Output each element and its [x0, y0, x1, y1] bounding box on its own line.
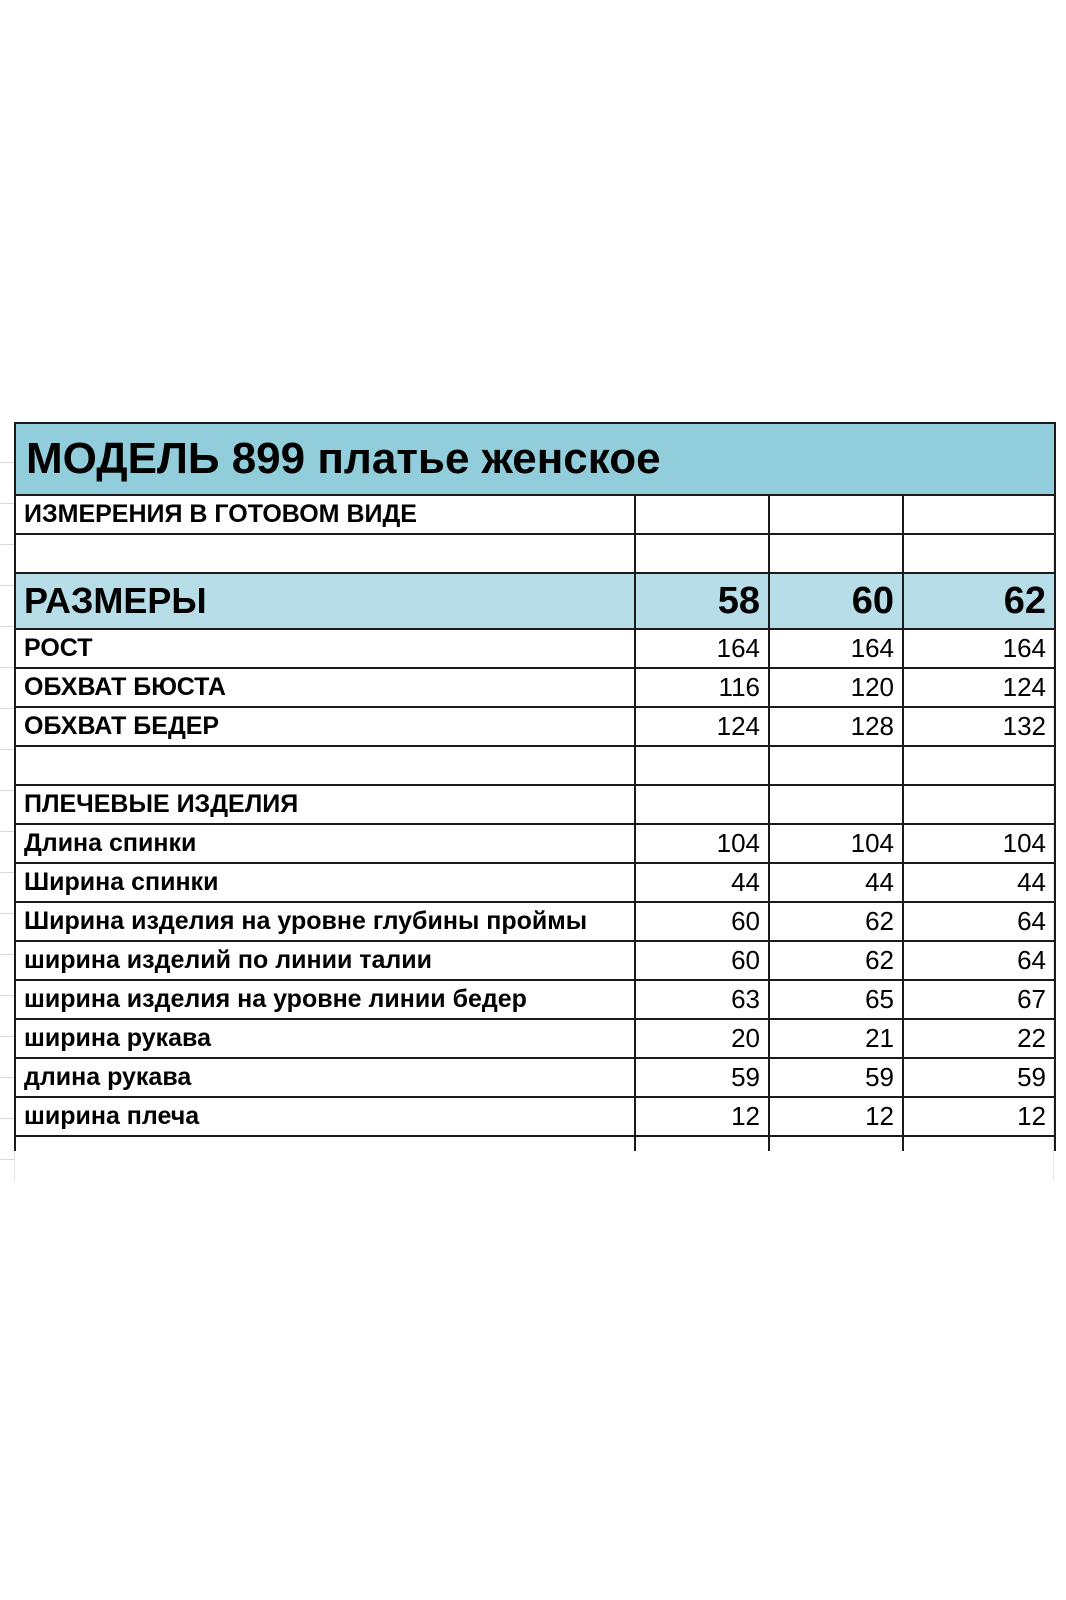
- row-value[interactable]: 120: [769, 668, 903, 707]
- row-value[interactable]: 64: [903, 902, 1055, 941]
- row-value[interactable]: 104: [903, 824, 1055, 863]
- sizes-label[interactable]: РАЗМЕРЫ: [15, 573, 635, 629]
- row-label[interactable]: длина рукава: [15, 1058, 635, 1097]
- size-chart-table: [14, 422, 1056, 1151]
- size-58[interactable]: 58: [635, 573, 769, 629]
- table-row: [15, 1019, 1055, 1058]
- row-value[interactable]: 44: [769, 863, 903, 902]
- table-row: [15, 941, 1055, 980]
- measurements-subtitle[interactable]: ИЗМЕРЕНИЯ В ГОТОВОМ ВИДЕ: [15, 495, 635, 534]
- row-value[interactable]: 59: [769, 1058, 903, 1097]
- empty-cell[interactable]: [769, 1136, 903, 1151]
- empty-cell[interactable]: [635, 1136, 769, 1151]
- title-row: [15, 423, 1055, 495]
- row-value[interactable]: 132: [903, 707, 1055, 746]
- row-label[interactable]: РОСТ: [15, 629, 635, 668]
- empty-cell[interactable]: [769, 746, 903, 785]
- row-value[interactable]: 62: [769, 941, 903, 980]
- row-value[interactable]: 12: [903, 1097, 1055, 1136]
- size-62[interactable]: 62: [903, 573, 1055, 629]
- empty-cell[interactable]: [635, 495, 769, 534]
- subtitle-row: [15, 495, 1055, 534]
- empty-cell[interactable]: [903, 534, 1055, 573]
- table-row: [15, 863, 1055, 902]
- cut-off-row: [15, 1136, 1055, 1151]
- table-row: [15, 629, 1055, 668]
- row-value[interactable]: 124: [903, 668, 1055, 707]
- empty-cell[interactable]: [15, 534, 635, 573]
- row-value[interactable]: 59: [635, 1058, 769, 1097]
- empty-cell[interactable]: [15, 746, 635, 785]
- row-label[interactable]: Ширина спинки: [15, 863, 635, 902]
- table-row: [15, 980, 1055, 1019]
- row-value[interactable]: 124: [635, 707, 769, 746]
- row-value[interactable]: 116: [635, 668, 769, 707]
- row-label[interactable]: ширина плеча: [15, 1097, 635, 1136]
- row-label[interactable]: ширина изделия на уровне линии бедер: [15, 980, 635, 1019]
- row-value[interactable]: 104: [635, 824, 769, 863]
- row-value[interactable]: 44: [903, 863, 1055, 902]
- row-value[interactable]: 12: [769, 1097, 903, 1136]
- row-value[interactable]: 21: [769, 1019, 903, 1058]
- table-row: [15, 668, 1055, 707]
- table-row: [15, 1097, 1055, 1136]
- empty-cell[interactable]: [635, 785, 769, 824]
- blank-row: [15, 746, 1055, 785]
- row-gridlines-left: [0, 422, 15, 1180]
- row-value[interactable]: 164: [635, 629, 769, 668]
- row-value[interactable]: 63: [635, 980, 769, 1019]
- row-label[interactable]: Длина спинки: [15, 824, 635, 863]
- row-value[interactable]: 12: [635, 1097, 769, 1136]
- row-value[interactable]: 64: [903, 941, 1055, 980]
- row-label[interactable]: ширина рукава: [15, 1019, 635, 1058]
- empty-cell[interactable]: [635, 534, 769, 573]
- empty-cell[interactable]: [903, 746, 1055, 785]
- row-value[interactable]: 128: [769, 707, 903, 746]
- table-row: [15, 707, 1055, 746]
- table-row: [15, 824, 1055, 863]
- row-value[interactable]: 67: [903, 980, 1055, 1019]
- model-title[interactable]: МОДЕЛЬ 899 платье женское: [15, 423, 1055, 495]
- row-value[interactable]: 22: [903, 1019, 1055, 1058]
- empty-cell[interactable]: [903, 495, 1055, 534]
- empty-cell[interactable]: [903, 785, 1055, 824]
- row-label[interactable]: Ширина изделия на уровне глубины проймы: [15, 902, 635, 941]
- row-label[interactable]: ширина изделий по линии талии: [15, 941, 635, 980]
- size-60[interactable]: 60: [769, 573, 903, 629]
- row-value[interactable]: 62: [769, 902, 903, 941]
- row-value[interactable]: 44: [635, 863, 769, 902]
- empty-cell[interactable]: [769, 495, 903, 534]
- row-value[interactable]: 65: [769, 980, 903, 1019]
- empty-cell[interactable]: [903, 1136, 1055, 1151]
- empty-cell[interactable]: [769, 785, 903, 824]
- row-value[interactable]: 60: [635, 941, 769, 980]
- table-row: [15, 1058, 1055, 1097]
- row-value[interactable]: 104: [769, 824, 903, 863]
- row-value[interactable]: 59: [903, 1058, 1055, 1097]
- row-value[interactable]: 20: [635, 1019, 769, 1058]
- table-row: [15, 902, 1055, 941]
- row-value[interactable]: 164: [903, 629, 1055, 668]
- spreadsheet-area: [0, 422, 1066, 1180]
- section-row: [15, 785, 1055, 824]
- row-value[interactable]: 164: [769, 629, 903, 668]
- row-label[interactable]: ОБХВАТ БЕДЕР: [15, 707, 635, 746]
- empty-cell[interactable]: [635, 746, 769, 785]
- blank-row: [15, 534, 1055, 573]
- row-value[interactable]: 60: [635, 902, 769, 941]
- empty-cell[interactable]: [15, 1136, 635, 1151]
- sizes-header-row: [15, 573, 1055, 629]
- empty-cell[interactable]: [769, 534, 903, 573]
- row-label[interactable]: ОБХВАТ БЮСТА: [15, 668, 635, 707]
- section-label[interactable]: ПЛЕЧЕВЫЕ ИЗДЕЛИЯ: [15, 785, 635, 824]
